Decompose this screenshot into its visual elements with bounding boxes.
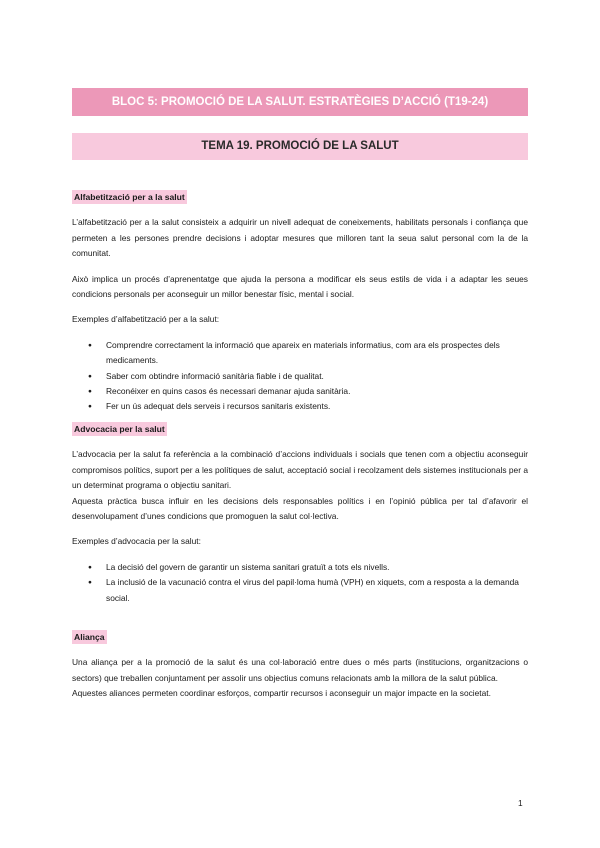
document-body xyxy=(72,190,528,702)
list-item: ● La decisió del govern de garantir un sistema sanitari gratuït a tots els nivells. xyxy=(106,560,528,575)
block-title-banner: BLOC 5: PROMOCIÓ DE LA SALUT. ESTRATÈGIES D’ACCIÓ (T19-24) xyxy=(72,88,528,116)
examples-title: Exemples d’advocacia per la salut: xyxy=(72,536,201,547)
paragraph: L’advocacia per la salut fa referència a la combinació d’accions individuals i socials que tenen com a objectiu aconseguir compromisos polítics, suport per a les polítiques de salut, acceptació social i recolzament dels sistemes institucionals per a un determinat programa o objectiu sanitari. xyxy=(72,449,528,491)
list-item: ● La inclusió de la vacunació contra el virus del papil·loma humà (VPH) en xiquets, com a resposta a la demanda social. xyxy=(106,575,528,606)
section-heading-alfabetitzacio: Alfabetització per a la salut xyxy=(74,192,185,202)
paragraph: Aquestes aliances permeten coordinar esforços, compartir recursos i aconseguir un major impacte en la societat. xyxy=(72,688,491,699)
list-item: ● Comprendre correctament la informació que apareix en materials informatius, com ara els prospectes dels medicaments. xyxy=(106,338,528,369)
examples-title: Exemples d’alfabetització per a la salut: xyxy=(72,314,220,325)
examples-list xyxy=(72,338,528,415)
list-item: ● Saber com obtindre informació sanitària fiable i de qualitat. xyxy=(106,369,528,384)
paragraph: L’alfabetització per a la salut consisteix a adquirir un nivell adequat de coneixements, habilitats personals i confiança que permeten a les persones prendre decisions i adoptar mesures que milloren tant la seua salut personal com la de la comunitat. xyxy=(72,217,528,259)
paragraph: Aquesta pràctica busca influir en les decisions dels responsables polítics i en l’opinió pública per tal d’afavorir el desenvolupament d’unes condicions que promoguen la salut col·lectiva. xyxy=(72,495,528,521)
paragraph: Això implica un procés d’aprenentatge que ajuda la persona a modificar els seus estils de vida i a adaptar les seues condicions personals per aconseguir un millor benestar físic, mental i social. xyxy=(72,273,528,300)
list-item: ● Reconéixer en quins casos és necessari demanar ajuda sanitària. xyxy=(106,384,528,399)
page-number: 1 xyxy=(518,798,523,808)
examples-list xyxy=(72,560,528,606)
list-item: ● Fer un ús adequat dels serveis i recursos sanitaris existents. xyxy=(106,399,528,414)
section-heading-advocacia: Advocacia per la salut xyxy=(74,423,165,434)
topic-title-banner: TEMA 19. PROMOCIÓ DE LA SALUT xyxy=(72,133,528,160)
section-heading-alianca: Aliança xyxy=(74,631,105,642)
paragraph: Una aliança per a la promoció de la salut és una col·laboració entre dues o més parts (institucions, organitzacions o sectors) que treballen conjuntament per assolir uns objectius comuns relacionats amb la millora de la salut pública. xyxy=(72,657,528,683)
